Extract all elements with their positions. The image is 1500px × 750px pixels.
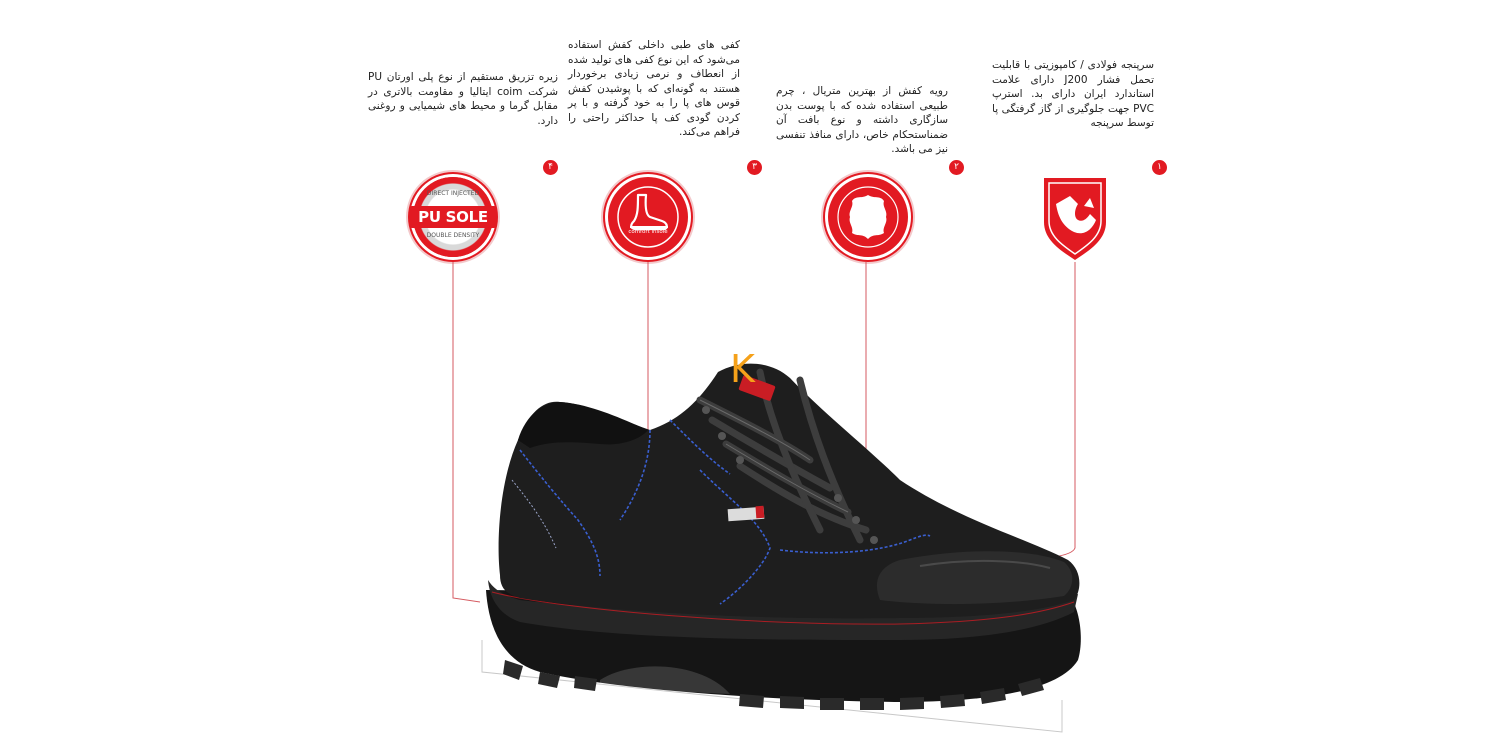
- feature-1-number: ۱: [1152, 160, 1167, 175]
- pu-badge-top-label: DIRECT INJECTED: [426, 190, 480, 197]
- feature-4-description: زیره تزریق مستقیم از نوع پلی اورتان PU شرکت coim ایتالیا و مقاومت بالاتری در مقابل گرما و محیط های شیمیایی و روغنی دارد.: [368, 71, 558, 127]
- feature-4-number: ۴: [543, 160, 558, 175]
- feature-2-description: رویه کفش از بهترین متریال ، چرم طبیعی استفاده شده که با پوست بدن سازگاری داشته و نوع بافت آن ضمناستحکام خاص، دارای منافذ تنفسی نیز می باشد.: [776, 85, 948, 155]
- pu-badge-main-label: PU SOLE: [409, 206, 497, 228]
- feature-3-description: کفی های طبی داخلی کفش استفاده می‌شود که این نوع کفی های تولید شده از انعطاف و نرمی زیادی برخوردار هستند به گونه‌ای که با پوشیدن کفش قوس های پا را به خود گرفته و با پر کردن گودی کف پا حداکثر راحتی را فراهم می‌کند.: [568, 39, 740, 138]
- feature-3-number: ۳: [747, 160, 762, 175]
- watermark-letter: K: [730, 347, 755, 391]
- feature-1-description: سرپنجه فولادی / کامپوزیتی با قابلیت تحمل فشار J200 دارای علامت استاندارد ایران دارای بد. استرپ PVC جهت جلوگیری از گاز گرفتگی پا توسط سرپنجه: [992, 59, 1154, 129]
- feature-2-number: ۲: [949, 160, 964, 175]
- comfort-insole-label: comfort insole: [628, 229, 668, 235]
- pu-badge-bottom-label: DOUBLE DENSITY: [426, 232, 480, 239]
